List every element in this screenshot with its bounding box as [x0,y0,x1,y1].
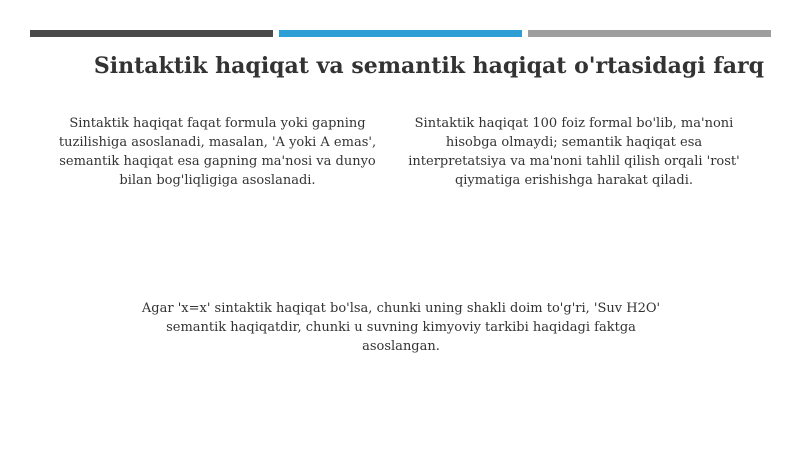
left-text-block: Sintaktik haqiqat faqat formula yoki gapning tuzilishiga asoslanadi, masalan, 'A yoki A emas', semantik haqiqat esa gapning ma'nosi va dunyo bilan bog'liqligiga asoslanadi. [58,116,377,188]
accent-bar-gray [528,30,771,37]
accent-bar-dark [30,30,273,37]
slide-title: Sintaktik haqiqat va semantik haqiqat o'rtasidagi farq [93,53,764,79]
header-accent-bars [30,30,771,38]
right-text-block: Sintaktik haqiqat 100 foiz formal bo'lib, ma'noni hisobga olmaydi; semantik haqiqat esa interpretatsiya va ma'noni tahlil qilish orqali 'rost' qiymatiga erishishga harakat qiladi. [408,116,740,188]
accent-bar-blue [279,30,522,37]
bottom-text-block: Agar 'x=x' sintaktik haqiqat bo'lsa, chunki uning shakli doim to'g'ri, 'Suv H2O' semantik haqiqatdir, chunki u suvning kimyoviy tarkibi haqidagi faktga asoslangan. [141,301,661,354]
